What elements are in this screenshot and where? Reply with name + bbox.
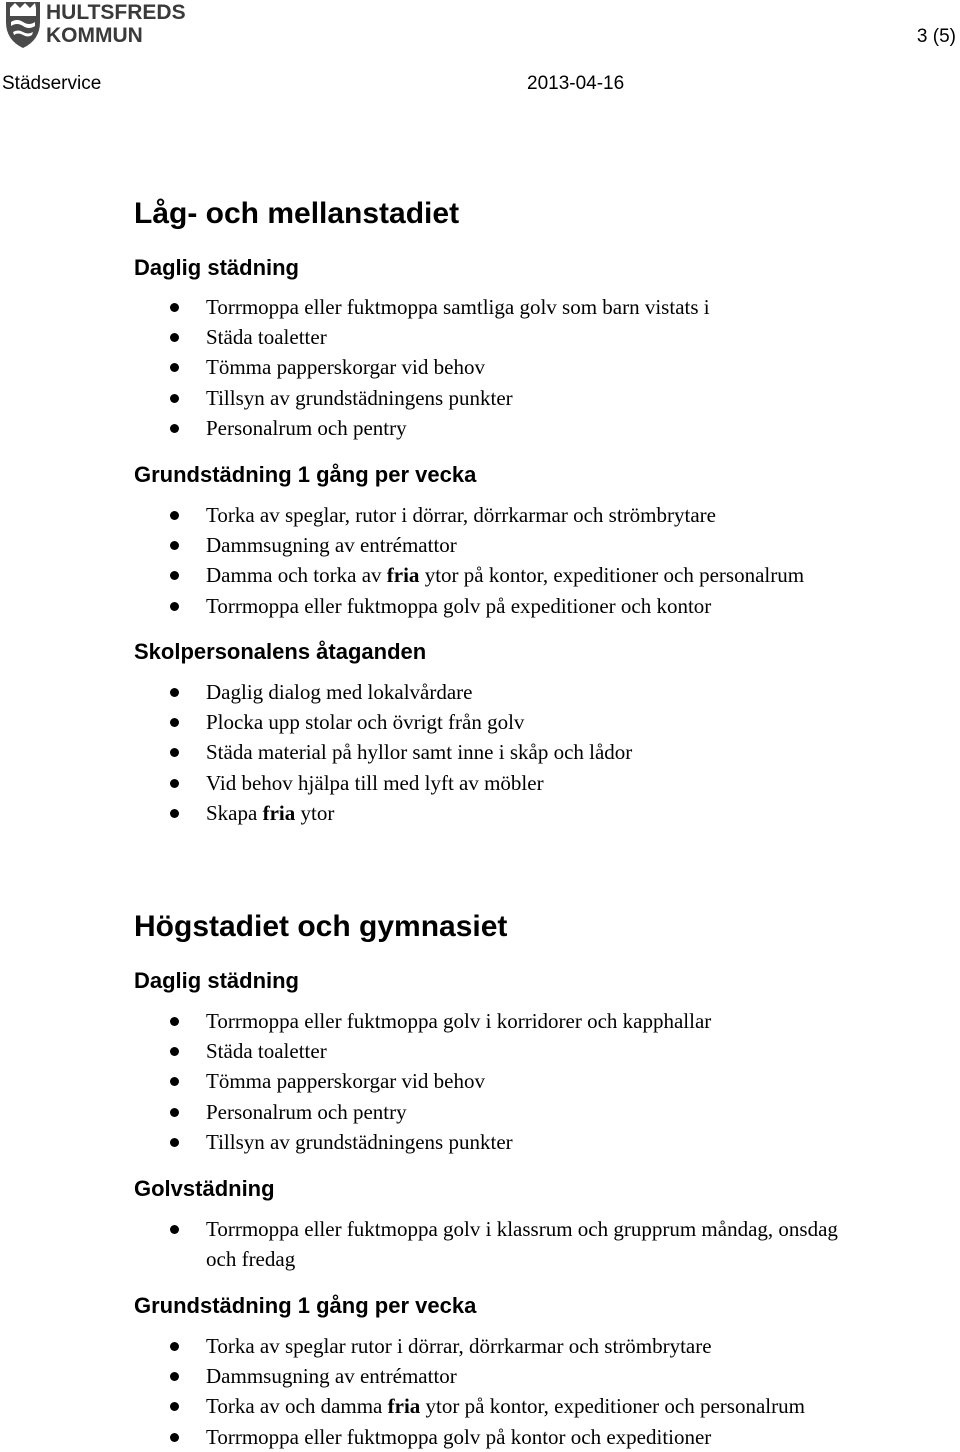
municipality-logo — [2, 0, 188, 50]
list-item: Personalrum och pentry — [134, 1097, 934, 1127]
list-item: Torka av speglar, rutor i dörrar, dörrkarmar och strömbrytare — [134, 500, 934, 530]
list-item: Torrmoppa eller fuktmoppa golv på kontor och expeditioner — [134, 1422, 934, 1452]
group-heading: Daglig städning — [134, 968, 299, 993]
bullet-list — [134, 292, 934, 443]
group-heading: Daglig städning — [134, 255, 299, 280]
bullet-list — [134, 677, 934, 828]
group-heading: Grundstädning 1 gång per vecka — [134, 1293, 477, 1318]
list-item: Daglig dialog med lokalvårdare — [134, 677, 934, 707]
logo-line-2: KOMMUN — [46, 24, 143, 47]
document-date: 2013-04-16 — [527, 73, 625, 94]
group-heading: Golvstädning — [134, 1176, 275, 1201]
list-item: Tömma papperskorgar vid behov — [134, 1066, 934, 1096]
list-item: Torka av speglar rutor i dörrar, dörrkarmar och strömbrytare — [134, 1331, 934, 1361]
page-number: 3 (5) — [916, 26, 956, 47]
section-title: Låg- och mellanstadiet — [134, 197, 460, 230]
list-item: Dammsugning av entrémattor — [134, 1361, 934, 1391]
section-title: Högstadiet och gymnasiet — [134, 910, 508, 943]
bullet-list — [134, 1006, 934, 1157]
logo-line-1: HULTSFREDS — [46, 1, 186, 24]
group-heading: Skolpersonalens åtaganden — [134, 639, 427, 664]
list-item: Vid behov hjälpa till med lyft av möbler — [134, 768, 934, 798]
list-item: Damma och torka av fria ytor på kontor, expeditioner och personalrum — [134, 560, 934, 590]
group-heading: Grundstädning 1 gång per vecka — [134, 462, 477, 487]
list-item: Personalrum och pentry — [134, 413, 934, 443]
list-item: Städa material på hyllor samt inne i skåp och lådor — [134, 737, 934, 767]
bullet-list — [134, 1331, 934, 1452]
list-item: Torka av och damma fria ytor på kontor, expeditioner och personalrum — [134, 1391, 934, 1421]
list-item: Städa toaletter — [134, 1036, 934, 1066]
list-item: Dammsugning av entrémattor — [134, 530, 934, 560]
bullet-list — [134, 1214, 934, 1274]
list-item: Torrmoppa eller fuktmoppa samtliga golv som barn vistats i — [134, 292, 934, 322]
department-name: Städservice — [2, 73, 102, 94]
coat-of-arms-icon — [6, 2, 40, 48]
list-item: Tillsyn av grundstädningens punkter — [134, 383, 934, 413]
list-item: Torrmoppa eller fuktmoppa golv i korridorer och kapphallar — [134, 1006, 934, 1036]
list-item: Tömma papperskorgar vid behov — [134, 352, 934, 382]
list-item: Skapa fria ytor — [134, 798, 934, 828]
bullet-list — [134, 500, 934, 621]
list-item: Städa toaletter — [134, 322, 934, 352]
list-item: Torrmoppa eller fuktmoppa golv i klassrum och grupprum måndag, onsdag och fredag — [134, 1214, 866, 1274]
list-item: Plocka upp stolar och övrigt från golv — [134, 707, 934, 737]
list-item: Tillsyn av grundstädningens punkter — [134, 1127, 934, 1157]
list-item: Torrmoppa eller fuktmoppa golv på expeditioner och kontor — [134, 591, 934, 621]
